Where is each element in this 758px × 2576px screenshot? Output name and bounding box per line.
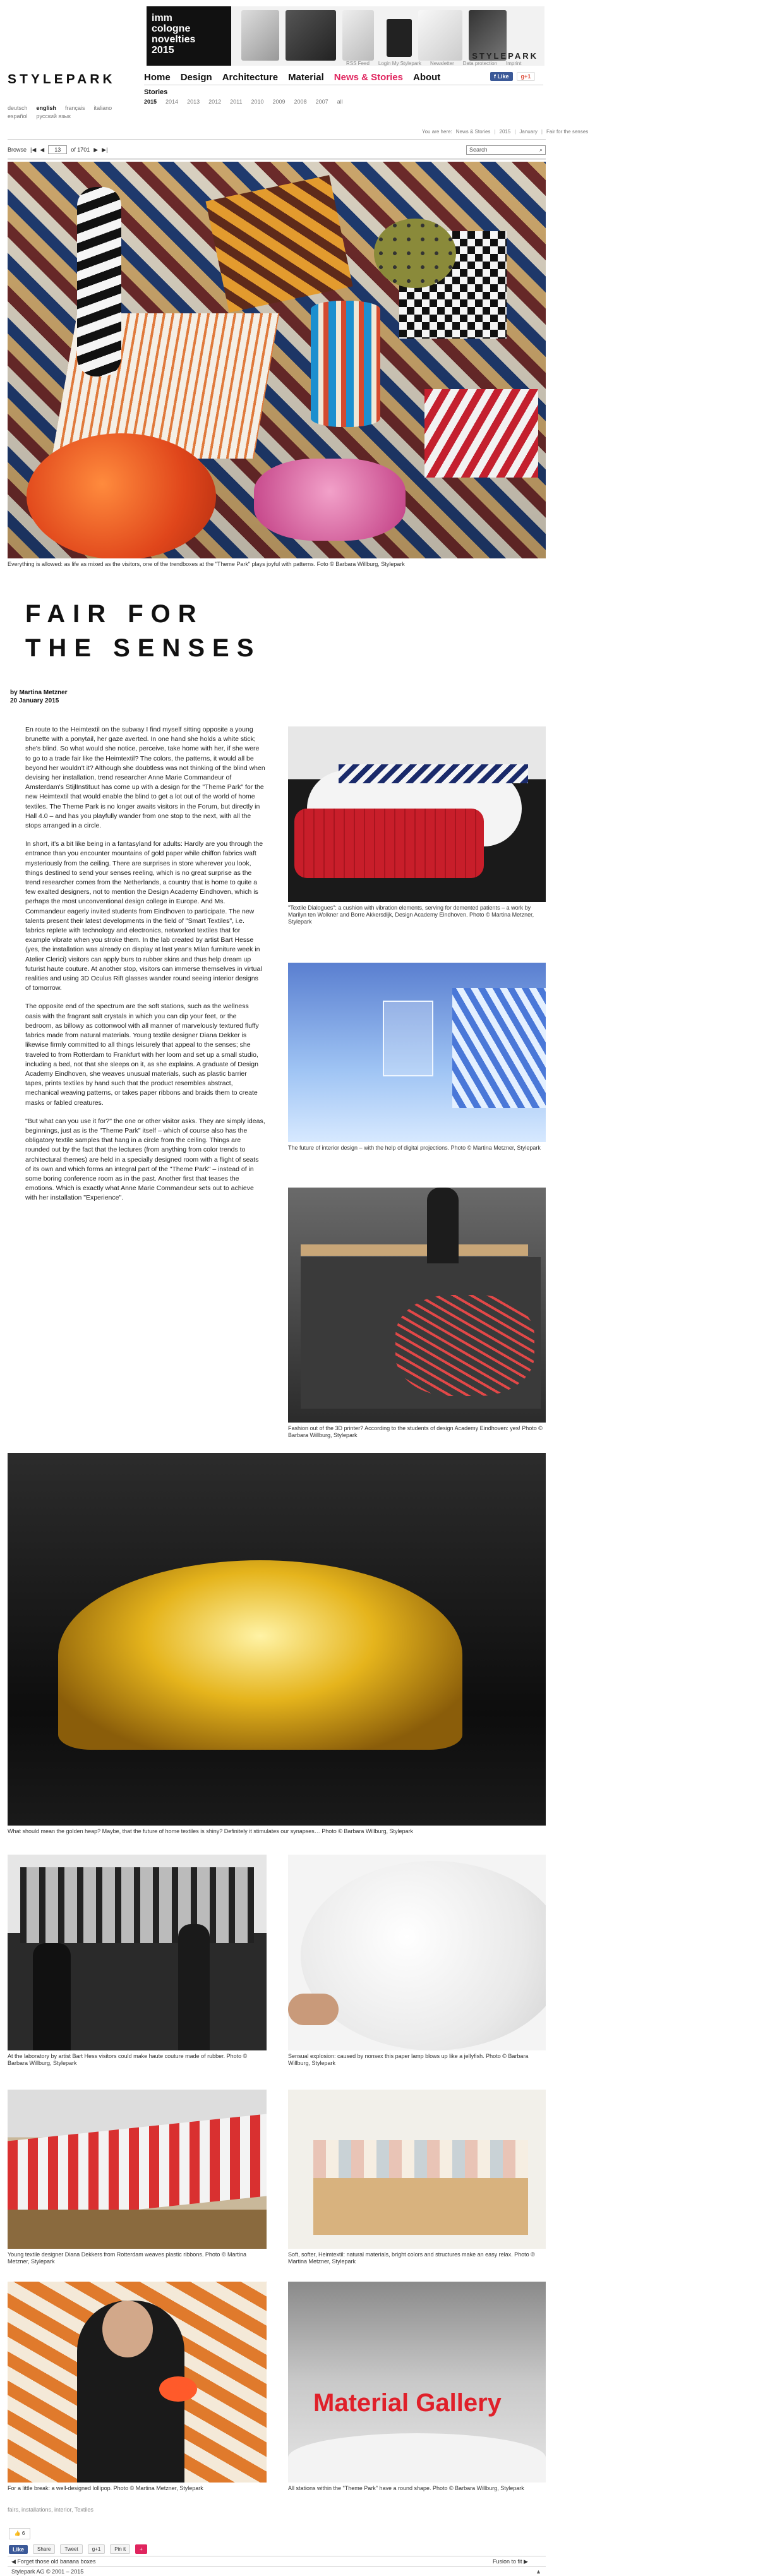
breadcrumb-current: Fair for the senses <box>546 129 589 135</box>
pink-cushion <box>254 459 406 541</box>
banner-product-image <box>241 10 279 61</box>
year-link[interactable]: 2014 <box>165 99 179 105</box>
article-tags[interactable]: fairs, installations, interior, Textiles <box>8 2507 93 2513</box>
year-filter <box>144 99 343 105</box>
main-nav <box>144 72 440 83</box>
breadcrumb-item[interactable]: News & Stories <box>455 129 491 135</box>
grid-photo-bed <box>288 2090 546 2249</box>
google-plus-button[interactable]: g+1 <box>88 2544 105 2554</box>
man-head <box>102 2301 153 2357</box>
grid-caption: Young textile designer Diana Dekkers from Rotterdam weaves plastic ribbons. Photo © Martina Metzner, Stylepark <box>8 2251 246 2265</box>
divider <box>8 158 546 160</box>
nav-news-stories[interactable]: News & Stories <box>334 72 403 83</box>
next-page-icon[interactable]: ▶ <box>93 146 99 153</box>
striped-leg <box>77 187 121 376</box>
projection-wall <box>452 988 546 1108</box>
language-switcher <box>8 105 121 119</box>
author: by Martina Metzner <box>10 689 68 696</box>
visitor <box>33 1943 71 2050</box>
divider <box>8 139 546 140</box>
woven-ribbons <box>8 2114 267 2223</box>
nav-design[interactable]: Design <box>180 72 212 83</box>
side-photo-cushion <box>288 726 546 902</box>
ad-banner[interactable] <box>147 6 544 66</box>
grid-photo-material-gallery <box>288 2282 546 2483</box>
lollipop <box>159 2376 197 2402</box>
red-print <box>395 1295 534 1396</box>
article-title: FAIR FOR THE SENSES <box>25 600 262 662</box>
tweet-button[interactable]: Tweet <box>60 2544 82 2554</box>
hero-caption: Everything is allowed: as life as mixed as the visitors, one of the trendboxes at the "Theme Park" plays joyful with patterns. Foto © Barbara Willburg, Stylepark <box>8 561 405 567</box>
header-social <box>490 72 535 81</box>
paragraph: En route to the Heimtextil on the subway I find myself sitting opposite a young brunette with a ponytail, her gaze averted. In one hand she holds a white stick; she's blind. So what would she notice, perceive, take home with her, if she were to go to a trade fair like the Heimtextil? The colors, the patterns, it would all be beyond her wouldn't it? Although she doubtless was not thinking of the blind when devising her installation, trend researcher Anne Marie Commandeur of Amsterdam's StijlInstituut has come up with a design for the "Theme Park" for the new Heimtextil that would enable the blind to get a lot out of the world of home textiles. The Theme Park is no longer awaits visitors in the Forum, but directly in Hall 4.0 – and has you playfully wander from one stop to the next, with all the stops arranged in a circle. <box>25 726 265 830</box>
year-link[interactable]: 2011 <box>230 99 243 105</box>
page-count: of 1701 <box>71 147 90 153</box>
gold-heap-caption: What should mean the golden heap? Maybe, that the future of home textiles is shiny? Definitely it stimulates our synapses… Photo © Barbara Willburg, Stylepark <box>8 1828 413 1834</box>
banner-product-image <box>418 10 462 61</box>
lang-espanol[interactable]: español <box>8 113 28 119</box>
article-body <box>25 725 265 1212</box>
google-plus-button[interactable]: g+1 <box>517 72 536 81</box>
chevron-left-icon: ◀ <box>11 2558 18 2565</box>
printer-frame <box>301 1244 528 1256</box>
facebook-icon: f <box>494 73 498 80</box>
divider <box>8 2566 546 2567</box>
year-link[interactable]: 2015 <box>144 99 157 105</box>
gold-heap-photo <box>8 1453 546 1826</box>
grid-caption: At the laboratory by artist Bart Hess visitors could make haute couture made of rubber. Photo © Barbara Willburg, Stylepark <box>8 2053 248 2066</box>
year-link[interactable]: 2013 <box>187 99 200 105</box>
grid-caption: Soft, softer, Heimtextil: natural materials, bright colors and structures make an easy relax. Photo © Martina Metzner, Stylepark <box>288 2251 535 2265</box>
lang-italiano[interactable]: italiano <box>93 105 112 111</box>
blue-cylinder <box>311 301 380 427</box>
grid-caption: All stations within the "Theme Park" have a round shape. Photo © Barbara Willburg, Stylepark <box>288 2485 524 2491</box>
facebook-like-button[interactable]: f Like <box>490 72 513 81</box>
nav-material[interactable]: Material <box>288 72 324 83</box>
breadcrumb-separator: | <box>541 129 543 135</box>
breadcrumb <box>422 129 588 135</box>
projected-door <box>383 1001 433 1076</box>
hanging-rubber <box>20 1867 254 1943</box>
browse-label: Browse <box>8 147 27 153</box>
lang-english[interactable]: english <box>36 105 57 111</box>
lang-francais[interactable]: français <box>65 105 85 111</box>
search-input[interactable]: Search ⌕ <box>466 145 546 155</box>
gallery-sign: Material Gallery <box>313 2389 502 2417</box>
browse-pager <box>8 145 107 154</box>
bedding <box>313 2140 528 2178</box>
banner-brand: STYLEPARK <box>472 51 538 61</box>
back-to-top-icon[interactable]: ▲ <box>536 2568 541 2575</box>
grid-photo-rubber-lab <box>8 1855 267 2050</box>
pattern-stripe <box>339 764 528 783</box>
chevron-block <box>424 389 538 478</box>
banner-product-image <box>286 10 336 61</box>
paragraph: In short, it's a bit like being in a fantasyland for adults: Hardly are you through the entrance than you encounter mountains of gold paper while chiffon fabrics waft mysteriously from the ceiling. There are surprises in store wherever you look, things destined to send your senses reeling, which is no great surprise as the trend researcher comes from the Netherlands, a country that is home to quite a few exalted designers, not to mention the Design Academy Eindhoven, which is perhaps the most unconventional design college in Europe. And Ms. Commandeur eagerly invited students from Eindhoven to participate. The new talents present their latest developments in the field of "Smart Textiles", i.e. fabrics replete with technology and electronics, networked textiles that for example vibrate when you stroke them. In the lab created by artist Bart Hesse (yes, the installation was already on display at last year's Milan furniture week in Atelier Clerici) visitors can apply burs to rubber skins and thus help dream up futurist haute couture. At another stop, visitors can immerse themselves in virtual realities and using 3D Oculus Rift glasses wander round seeing interior designs of tomorrow. <box>25 840 263 992</box>
loom <box>8 2210 267 2249</box>
grid-caption: For a little break: a well-designed lollipop. Photo © Martina Metzner, Stylepark <box>8 2485 203 2491</box>
breadcrumb-item[interactable]: January <box>519 129 538 135</box>
publish-date: 20 January 2015 <box>10 697 59 704</box>
breadcrumb-label: You are here: <box>422 129 452 135</box>
last-page-icon[interactable]: ▶| <box>102 146 108 153</box>
grid-caption: Sensual explosion: caused by nonsex this paper lamp blows up like a jellyfish. Photo © Barbara Willburg, Stylepark <box>288 2053 529 2066</box>
paragraph: The opposite end of the spectrum are the soft stations, such as the wellness oasis with the fragrant salt crystals in which you can dip your feet, or the bedroom, as billowy as cottonwool with all manner of marvelously textured fluffy fabrics made from natural materials. Young textile designer Diana Dekker is likewise firmly committed to all things leisurely that appeal to the senses; she traveled to from Rotterdam to Frankfurt with her loom and set up a small studio, including a bed, not that she sleeps on it, as she explains. A graduate of Design Academy Eindhoven, she weaves unusual materials, such as plastic barrier tapes, prints textiles by hand such that the product resembles abstract, mechanical weaving patterns, or takes paper ribbons and braids them to create masks or fabled creatures. <box>25 1002 259 1107</box>
year-link[interactable]: 2010 <box>251 99 264 105</box>
gold-foil-heap <box>58 1560 462 1750</box>
lang-deutsch[interactable]: deutsch <box>8 105 28 111</box>
paper-lamp <box>301 1861 546 2050</box>
like-count[interactable]: 👍 6 <box>9 2528 30 2539</box>
year-link[interactable]: 2009 <box>272 99 286 105</box>
data-protection-link[interactable]: Data protection <box>462 61 497 66</box>
side-photo-projection <box>288 963 546 1142</box>
hero-photo <box>8 162 546 558</box>
section-label: Stories <box>144 88 168 96</box>
newsletter-link[interactable]: Newsletter <box>430 61 454 66</box>
prev-page-icon[interactable]: ◀ <box>40 146 45 153</box>
year-link[interactable]: 2012 <box>208 99 222 105</box>
chevron-right-icon: ▶ <box>522 2558 528 2565</box>
page-number-input[interactable]: 13 <box>48 145 67 154</box>
banner-product-image <box>342 10 374 61</box>
site-logo[interactable]: STYLEPARK <box>8 72 116 87</box>
pinterest-button[interactable]: Pin it <box>110 2544 130 2554</box>
article-byline <box>10 689 68 705</box>
more-share-button[interactable]: + <box>135 2544 147 2554</box>
breadcrumb-separator: | <box>494 129 496 135</box>
polka-cushion <box>374 219 456 288</box>
hand <box>288 1994 339 2025</box>
person <box>427 1188 459 1263</box>
copyright: Stylepark AG © 2001 – 2015 <box>11 2568 84 2575</box>
nav-architecture[interactable]: Architecture <box>222 72 279 83</box>
visitor <box>178 1924 210 2050</box>
previous-article-link[interactable]: ◀ Forget those old banana boxes <box>11 2558 96 2565</box>
breadcrumb-separator: | <box>514 129 516 135</box>
banner-headline: imm cologne novelties 2015 <box>147 6 231 66</box>
banner-product-image <box>387 19 412 57</box>
side-photo-caption: The future of interior design – with the help of digital projections. Photo © Martina Metzner, Stylepark <box>288 1145 541 1151</box>
round-stand <box>288 2433 546 2483</box>
breadcrumb-item[interactable]: 2015 <box>499 129 511 135</box>
facebook-like-button[interactable]: Like <box>9 2545 28 2554</box>
lang-russian[interactable]: pусский язык <box>36 113 71 119</box>
nav-home[interactable]: Home <box>144 72 171 83</box>
first-page-icon[interactable]: |◀ <box>30 146 37 153</box>
side-photo-caption: "Textile Dialogues": a cushion with vibration elements, serving for demented patients – a work by Marilyn ten Wolkner and Borre Akkersdijk, Design Academy Eindhoven. Photo © Martina Metzner, Stylepark <box>288 905 534 925</box>
utility-nav <box>346 61 521 66</box>
nav-about[interactable]: About <box>412 72 441 83</box>
year-link[interactable]: 2007 <box>315 99 328 105</box>
grid-photo-lollipop <box>8 2282 267 2483</box>
year-link[interactable]: 2008 <box>294 99 307 105</box>
next-article-link[interactable]: Fusion to fit ▶ <box>493 2558 528 2565</box>
rss-link[interactable]: RSS Feed <box>346 61 370 66</box>
orange-block <box>205 175 352 313</box>
share-buttons <box>9 2544 147 2554</box>
year-link-all[interactable]: all <box>337 99 343 105</box>
orange-fur-cushion <box>27 433 216 558</box>
paragraph: "But what can you use it for?" the one or other visitor asks. They are simply ideas, beginnings, just as is the "Theme Park" itself – which of course also has the obligatory textile samples that hang in a circle from the ceiling. Things are rounded out by the fact that the lectures (from anything from color trends to architectural themes) are held in a specially designed room with a flight of seats of its own and which forms an integral part of the "Theme Park" – instead of in some boring conference room as in the past. Another first that teases the emotions. Which is exactly what Anne Marie Commandeur sets out to achieve with her installation "Experience". <box>25 1117 265 1202</box>
side-photo-3d-printer <box>288 1188 546 1423</box>
grid-photo-weaving <box>8 2090 267 2249</box>
thumbs-up-icon: 👍 <box>14 2531 22 2536</box>
grid-photo-paper-lamp <box>288 1855 546 2050</box>
search-icon[interactable]: ⌕ <box>539 147 543 153</box>
share-button[interactable]: Share <box>33 2544 55 2554</box>
red-cushion <box>294 809 484 878</box>
imprint-link[interactable]: Imprint <box>506 61 522 66</box>
side-photo-caption: Fashion out of the 3D printer? According to the students of design Academy Eindhoven: yes! Photo © Barbara Willburg, Stylepark <box>288 1425 543 1438</box>
login-link[interactable]: Login My Stylepark <box>378 61 421 66</box>
